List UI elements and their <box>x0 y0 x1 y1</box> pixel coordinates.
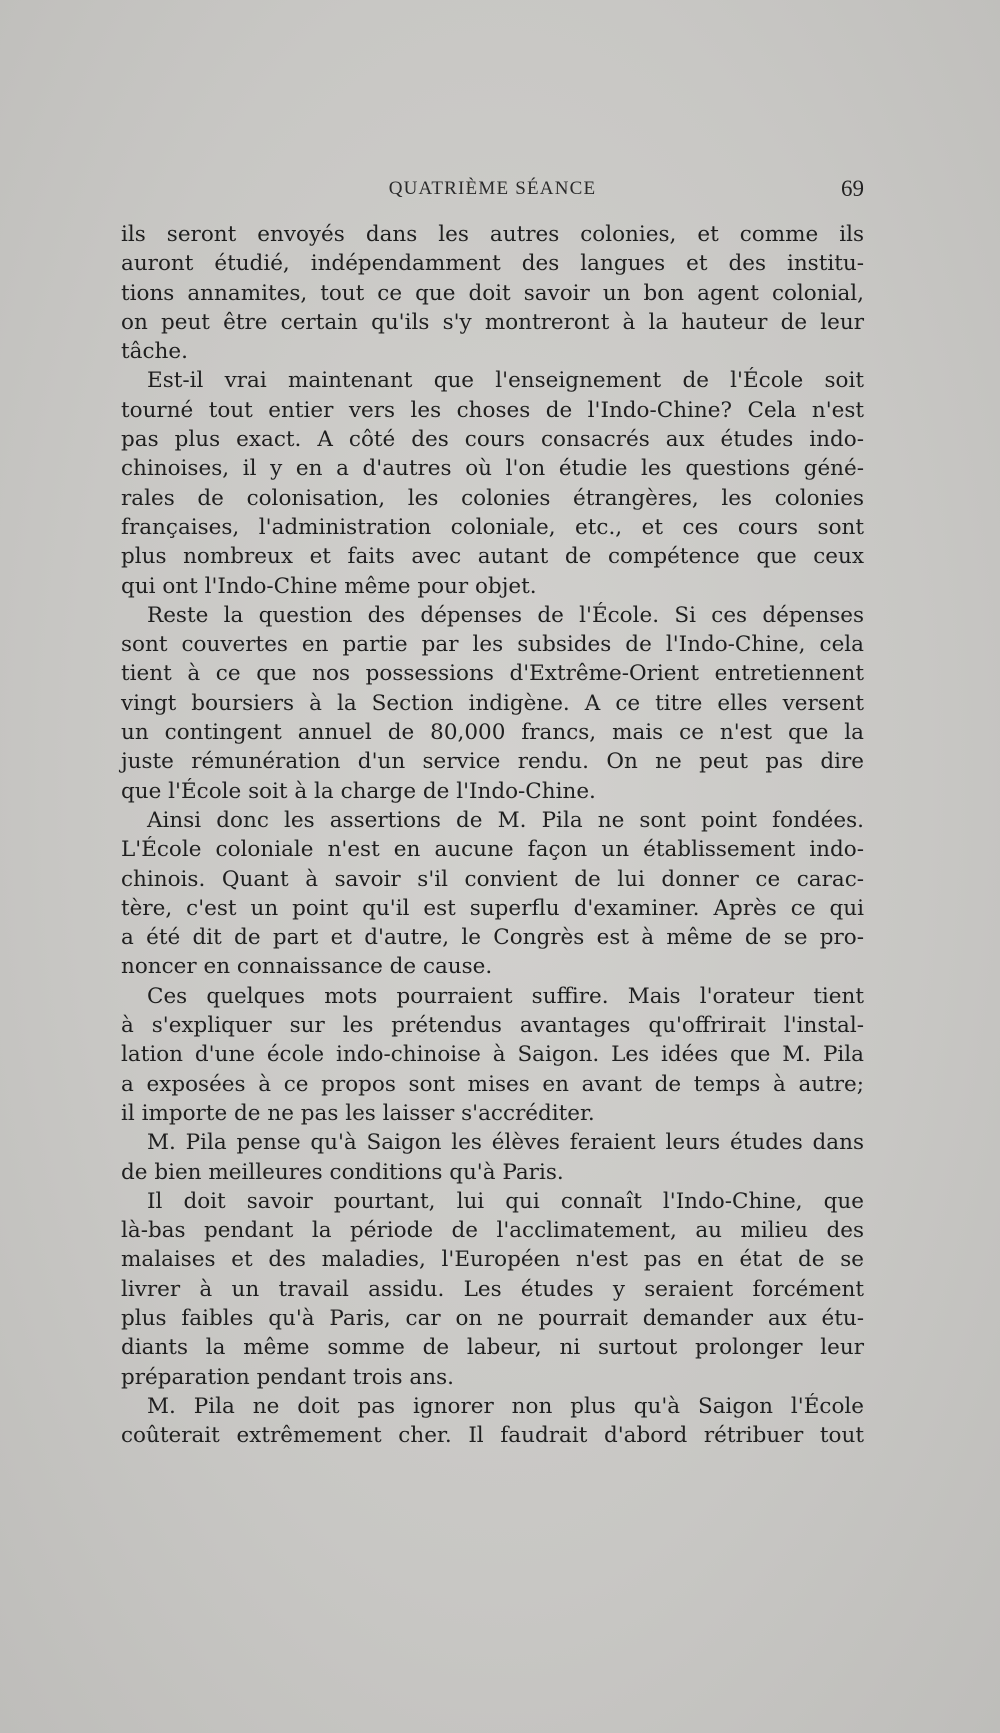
text-line: vingt boursiers à la Section indigène. A ce titre elles versent <box>121 690 864 716</box>
text-line: à s'expliquer sur les prétendus avantages qu'offrirait l'instal- <box>121 1013 864 1039</box>
text-line: chinois. Quant à savoir s'il convient de lui donner ce carac- <box>121 866 864 892</box>
body-text <box>121 220 864 1450</box>
text-line: auront étudié, indépendamment des langues et des institu- <box>121 251 864 277</box>
text-line: rales de colonisation, les colonies étrangères, les colonies <box>121 485 864 511</box>
text-line: chinoises, il y en a d'autres où l'on étudie les questions géné- <box>121 456 864 482</box>
text-line: tions annamites, tout ce que doit savoir un bon agent colonial, <box>121 280 864 306</box>
text-line: Reste la question des dépenses de l'École. Si ces dépenses <box>147 602 864 628</box>
text-line: Est-il vrai maintenant que l'enseignement de l'École soit <box>147 368 864 394</box>
text-line: pas plus exact. A côté des cours consacrés aux études indo- <box>121 427 864 453</box>
text-line: on peut être certain qu'ils s'y montreront à la hauteur de leur <box>121 309 864 335</box>
text-line: tient à ce que nos possessions d'Extrême-Orient entretiennent <box>121 661 864 687</box>
text-line: tourné tout entier vers les choses de l'Indo-Chine? Cela n'est <box>121 397 864 423</box>
text-line: livrer à un travail assidu. Les études y seraient forcément <box>121 1276 864 1302</box>
running-head <box>121 178 864 208</box>
text-line: plus nombreux et faits avec autant de compétence que ceux <box>121 544 864 570</box>
text-line: juste rémunération d'un service rendu. On ne peut pas dire <box>121 749 864 775</box>
text-line: malaises et des maladies, l'Européen n'est pas en état de se <box>121 1247 864 1273</box>
text-line: préparation pendant trois ans. <box>121 1364 454 1390</box>
text-line: que l'École soit à la charge de l'Indo-Chine. <box>121 778 596 804</box>
text-line: diants la même somme de labeur, ni surtout prolonger leur <box>121 1335 864 1361</box>
text-line: là-bas pendant la période de l'acclimatement, au milieu des <box>121 1218 864 1244</box>
text-line: qui ont l'Indo-Chine même pour objet. <box>121 573 537 599</box>
text-line: plus faibles qu'à Paris, car on ne pourrait demander aux étu- <box>121 1305 864 1331</box>
text-line: tère, c'est un point qu'il est superflu d'examiner. Après ce qui <box>121 895 864 921</box>
text-line: Il doit savoir pourtant, lui qui connaît l'Indo-Chine, que <box>147 1188 864 1214</box>
text-line: il importe de ne pas les laisser s'accréditer. <box>121 1100 595 1126</box>
text-line: sont couvertes en partie par les subsides de l'Indo-Chine, cela <box>121 632 864 658</box>
text-line: L'École coloniale n'est en aucune façon un établissement indo- <box>121 837 864 863</box>
text-line: tâche. <box>121 339 188 365</box>
text-line: Ainsi donc les assertions de M. Pila ne sont point fondées. <box>147 807 864 833</box>
text-line: un contingent annuel de 80,000 francs, mais ce n'est que la <box>121 720 864 746</box>
text-line: M. Pila ne doit pas ignorer non plus qu'à Saigon l'École <box>147 1393 864 1419</box>
text-line: a été dit de part et d'autre, le Congrès est à même de se pro- <box>121 925 864 951</box>
text-line: ils seront envoyés dans les autres colonies, et comme ils <box>121 222 864 247</box>
text-line: Ces quelques mots pourraient suffire. Mais l'orateur tient <box>147 983 864 1009</box>
text-line: a exposées à ce propos sont mises en avant de temps à autre; <box>121 1071 864 1097</box>
text-line: françaises, l'administration coloniale, etc., et ces cours sont <box>121 514 864 540</box>
text-line: de bien meilleures conditions qu'à Paris. <box>121 1159 564 1185</box>
text-line: noncer en connaissance de cause. <box>121 954 493 980</box>
text-line: M. Pila pense qu'à Saigon les élèves feraient leurs études dans <box>147 1130 864 1156</box>
running-title: QUATRIÈME SÉANCE <box>388 178 597 199</box>
text-line: coûterait extrêmement cher. Il faudrait d'abord rétribuer tout <box>121 1423 864 1449</box>
text-line: lation d'une école indo-chinoise à Saigon. Les idées que M. Pila <box>121 1042 864 1068</box>
page-number: 69 <box>841 176 864 201</box>
